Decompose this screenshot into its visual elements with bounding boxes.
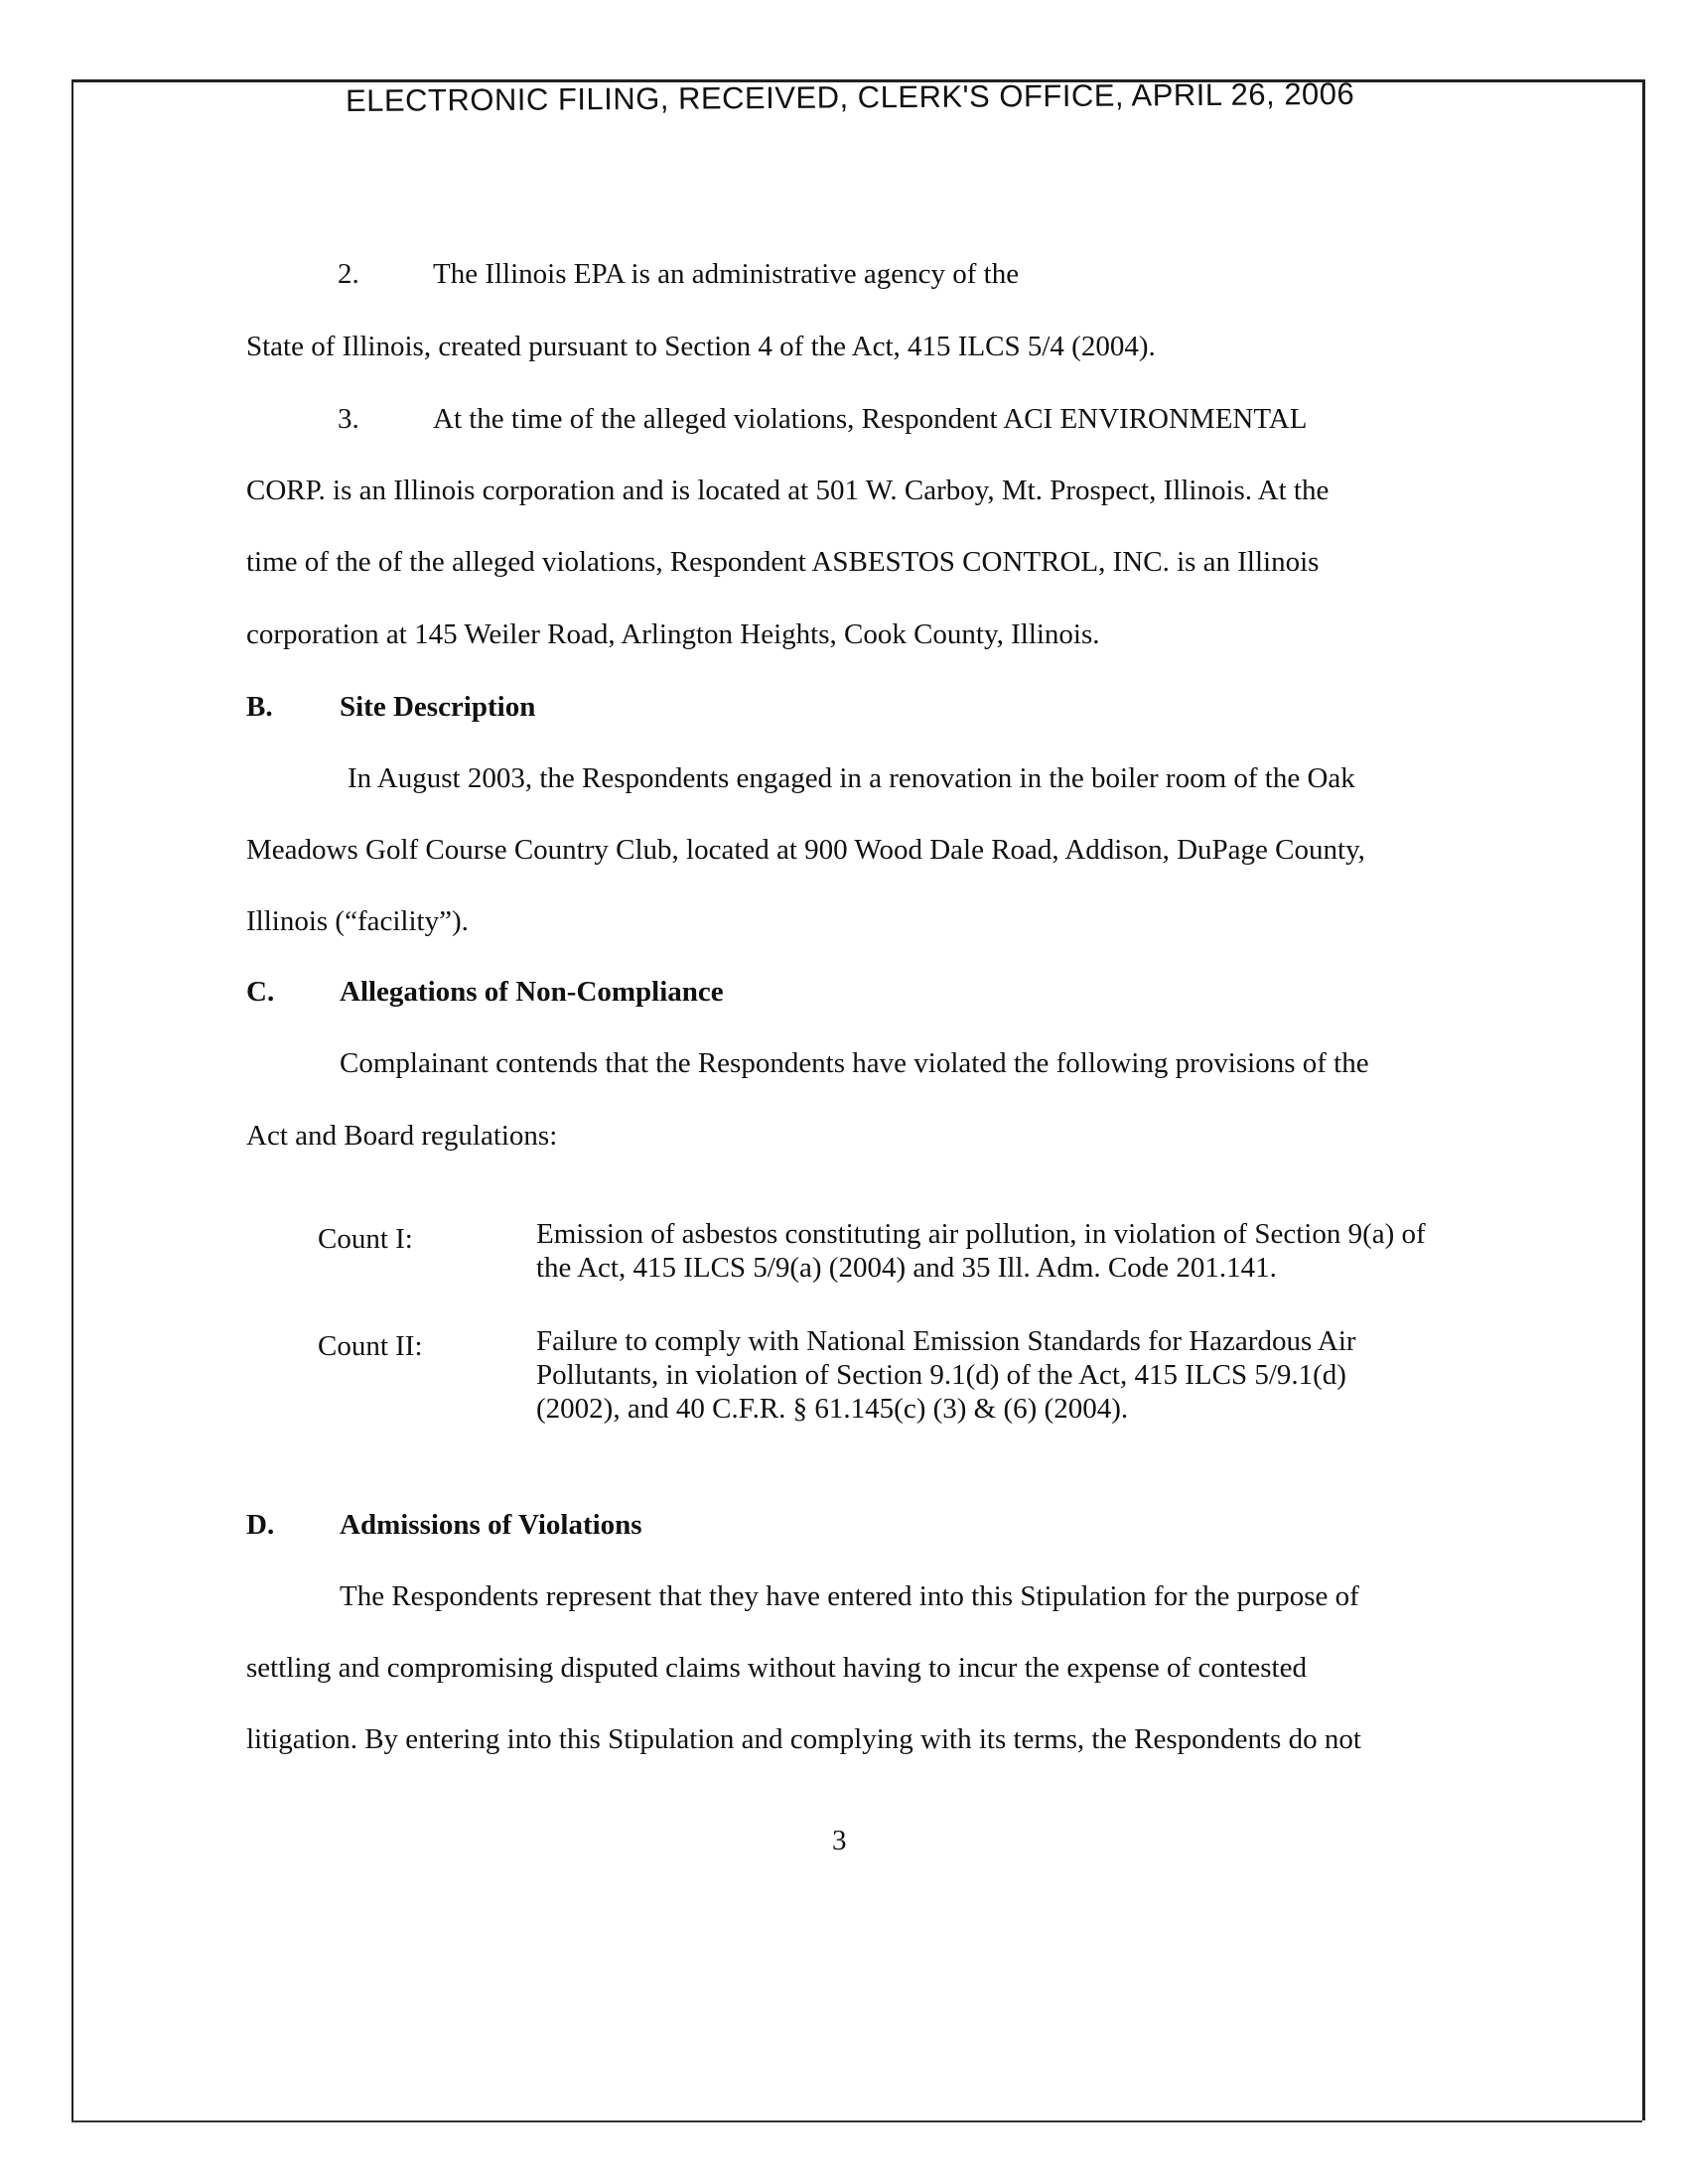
paragraph-3-line-2: CORP. is an Illinois corporation and is located at 501 W. Carboy, Mt. Prospect, Illinois. At the bbox=[246, 475, 1330, 506]
paragraph-3-line-3: time of the of the alleged violations, Respondent ASBESTOS CONTROL, INC. is an Illinois bbox=[246, 546, 1320, 578]
count-text: Failure to comply with National Emission Standards for Hazardous Air Pollutants, in violation of Section 9.1(d) of the Act, 415 ILCS 5/9.1(d) (2002), and 40 C.F.R. § 61.145(c) (3) & (6) (2004). bbox=[536, 1325, 1356, 1425]
section-b-title: Site Description bbox=[340, 691, 536, 723]
count-label: Count I: bbox=[318, 1223, 413, 1255]
section-c-title: Allegations of Non-Compliance bbox=[340, 976, 724, 1008]
page-border-right bbox=[1642, 79, 1645, 2120]
filing-stamp: ELECTRONIC FILING, RECEIVED, CLERK'S OFFICE, APRIL 26, 2006 bbox=[345, 75, 1355, 118]
paragraph-3-number: 3. bbox=[338, 403, 359, 435]
section-d-line-3: litigation. By entering into this Stipulation and complying with its terms, the Respondents do not bbox=[246, 1723, 1361, 1755]
page-border-bottom bbox=[71, 2120, 1642, 2122]
section-d-title: Admissions of Violations bbox=[340, 1509, 642, 1541]
section-b-line-1: In August 2003, the Respondents engaged in a renovation in the boiler room of the Oak bbox=[348, 762, 1355, 794]
paragraph-2-line-1: The Illinois EPA is an administrative agency of the bbox=[433, 258, 1020, 290]
section-b-line-3: Illinois (“facility”). bbox=[246, 905, 469, 937]
section-d-letter: D. bbox=[246, 1509, 275, 1541]
count-text: Emission of asbestos constituting air pollution, in violation of Section 9(a) of the Act, 415 ILCS 5/9(a) (2004) and 35 Ill. Adm. Code 201.141. bbox=[536, 1218, 1426, 1284]
page-number: 3 bbox=[832, 1825, 847, 1856]
section-c-line-1: Complainant contends that the Respondents have violated the following provisions of the bbox=[340, 1047, 1369, 1079]
section-c-letter: C. bbox=[246, 976, 275, 1008]
section-b-letter: B. bbox=[246, 691, 273, 723]
paragraph-2-line-2: State of Illinois, created pursuant to Section 4 of the Act, 415 ILCS 5/4 (2004). bbox=[246, 331, 1156, 362]
paragraph-3-line-1: At the time of the alleged violations, Respondent ACI ENVIRONMENTAL bbox=[433, 403, 1308, 435]
section-b-line-2: Meadows Golf Course Country Club, located at 900 Wood Dale Road, Addison, DuPage County, bbox=[246, 834, 1365, 866]
section-d-line-2: settling and compromising disputed claims without having to incur the expense of contested bbox=[246, 1652, 1307, 1684]
count-label: Count II: bbox=[318, 1330, 423, 1362]
section-d-line-1: The Respondents represent that they have entered into this Stipulation for the purpose of bbox=[340, 1580, 1359, 1612]
paragraph-2-number: 2. bbox=[338, 258, 359, 290]
page-border-left bbox=[71, 79, 73, 2120]
paragraph-3-line-4: corporation at 145 Weiler Road, Arlington Heights, Cook County, Illinois. bbox=[246, 618, 1100, 650]
section-c-line-2: Act and Board regulations: bbox=[246, 1120, 558, 1152]
